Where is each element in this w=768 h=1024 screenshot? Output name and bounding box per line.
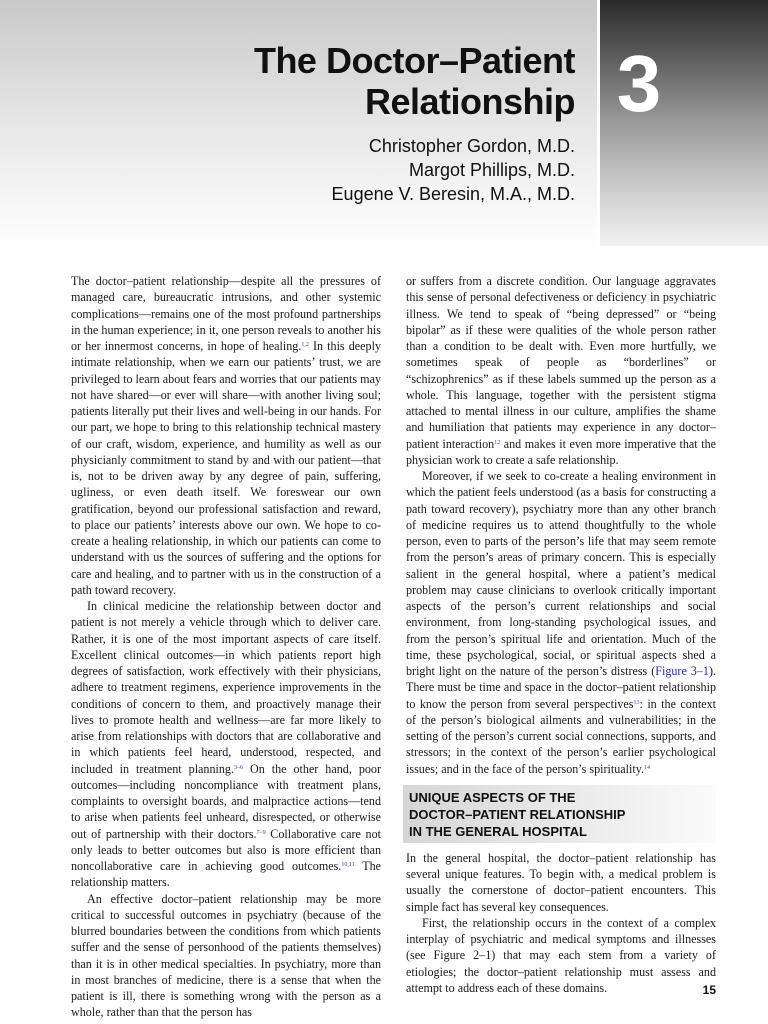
text-run: In clinical medicine the relationship between doctor and patient is not merely a vehicle through which to deliver care. Rather, it is one of the most important aspects of care itself. Excellent clinical outcomes—in which patients report high degrees of satisfaction, work effectively with their physicians, adhere to treatment regimens, experience improvements in the conditions of concern to them, and proactively manage their lives to promote health and wellness—are far more likely to arise from relationships with doctors that are collaborative and in which patients feel heard, understood, respected, and included in treatment planning. <box>71 599 381 776</box>
paragraph <box>71 273 381 598</box>
citation[interactable]: 1,2 <box>301 342 309 348</box>
text-run: The relationship matters. <box>71 859 382 890</box>
page-number: 15 <box>702 983 716 997</box>
left-text-column <box>71 273 381 1021</box>
paragraph <box>406 468 716 777</box>
citation[interactable]: 13 <box>633 699 640 706</box>
citation[interactable]: 3–6 <box>234 764 243 771</box>
chapter-title-line-1: The Doctor–Patient <box>253 40 575 81</box>
chapter-number: 3 <box>616 39 662 128</box>
text-run: The doctor–patient relationship—despite all the pressures of managed care, bureaucratic intrusions, and other systemic complications—remains one of the most profound partnerships in the human experience; in it, one person reveals to another his or her innermost concerns, in hope of healing. <box>71 274 381 353</box>
author-list <box>155 134 575 206</box>
paragraph: First, the relationship occurs in the context of a complex interplay of psychiatric and medical symptoms and illnesses (see Figure 2–1) that may each stem from a variety of etiologies; the doctor–patient relationship must assess and attempt to address each of these domains. <box>406 915 716 995</box>
citation[interactable]: 7–9 <box>256 829 266 836</box>
section-heading-line: IN THE GENERAL HOSPITAL <box>409 823 587 839</box>
text-run: or suffers from a discrete condition. Our language aggravates this sense of personal defectiveness or deficiency in psychiatric illness. We tend to speak of “being depressed” or “being bipolar” as if these were qualities of the whole person rather than a condition to be dealt with. Even more hurtfully, we sometimes speak of people as “borderlines” or “schizophrenics” as if these labels summed up the person as a whole. This language, together with the persistent stigma attached to mental illness in our culture, amplifies the shame and humiliation that patients may experience in any doctor–patient interaction <box>406 274 716 451</box>
paragraph: An effective doctor–patient relationship may be more critical to successful outcomes in psychiatry (because of the blurred boundaries between the conditions from which patients suffer and the sense of personhood of the patients themselves) than it is in other medical specialties. In psychiatry, more than in most branches of medicine, there is a sense that when the patient is ill, there is something wrong with the person as a whole, rather than that the person has <box>71 891 381 1020</box>
chapter-title-line-2: Relationship <box>364 81 575 122</box>
section-heading <box>403 785 716 843</box>
paragraph: In the general hospital, the doctor–patient relationship has several unique features. To begin with, a medical problem is usually the cornerstone of doctor–patient encounters. This simple fact has several key consequences. <box>406 850 716 914</box>
paragraph <box>406 273 716 468</box>
section-heading-line: DOCTOR–PATIENT RELATIONSHIP <box>409 806 626 822</box>
text-run: Moreover, if we seek to co-create a healing environment in which the patient feels understood (as a basis for constructing a path toward recovery), psychiatry more than any other branch of medicine requires us to attend thoughtfully to the whole person, even to parts of the person’s life that may seem remote from the person’s areas of primary concern. This is especially salient in the general hospital, where a patient’s medical problem may cause clinicians to overlook critically important aspects of the person’s current relationships and social environment, from long-standing psychological issues, and from the person’s spiritual life and orientation. Much of the time, these psychological, social, or spiritual aspects shed a bright light on the nature of the person’s distress ( <box>406 469 716 678</box>
citation[interactable]: 12 <box>494 439 501 446</box>
citation[interactable]: 10,11 <box>341 862 355 868</box>
text-run: On the other hand, poor outcomes—including noncompliance with treatment plans, complaints to oversight boards, and malpractice actions—tend to arise when patients feel unheard, disrespected, or otherwise out of partnership with their doctors. <box>71 761 381 841</box>
chapter-header-background <box>0 0 597 250</box>
author-3: Eugene V. Beresin, M.A., M.D. <box>331 184 575 204</box>
text-run: : in the context of the person’s biological ailments and vulnerabilities; in the setting of the person’s current social connections, supports, and stressors; in the context of the person’s earlier psychological issues; and in the face of the person’s spirituality. <box>406 696 716 776</box>
paragraph <box>71 598 381 891</box>
citation[interactable]: 14 <box>644 764 651 771</box>
right-text-column <box>406 273 716 996</box>
chapter-number-box <box>597 0 768 246</box>
chapter-title <box>155 40 575 122</box>
text-run: ). There must be time and space in the doctor–patient relationship to know the person from several perspectives <box>406 664 716 711</box>
text-run: In this deeply intimate relationship, when we earn our patients’ trust, we are privileged to learn about fears and worries that our patients may not have shared—or ever will share—with another living soul; patients literally put their lives and well-being in our hands. For our part, we hope to bring to this relationship technical mastery of our craft, wisdom, experience, and humility as well as our physicianly commitment to stand by and with our patient—that is, not to be driven away by any degree of pain, suffering, ugliness, or even death itself. We foreswear our own gratification, beyond our professional satisfaction and reward, to place our patients’ interests above our own. We hope to co-create a healing relationship, in which our patients can come to understand with us the sources of suffering and the options for care and healing, and to partner with us in the construction of a path toward recovery. <box>71 339 381 597</box>
author-1: Christopher Gordon, M.D. <box>368 136 575 156</box>
section-heading-line: UNIQUE ASPECTS OF THE <box>409 789 576 805</box>
figure-link[interactable]: Figure 3–1 <box>655 664 709 678</box>
author-2: Margot Phillips, M.D. <box>408 160 575 180</box>
text-run: and makes it even more imperative that the physician work to create a safe relationship. <box>406 436 716 467</box>
text-run: Collaborative care not only leads to better outcomes but also is more efficient than noncollaborative care in achieving good outcomes. <box>71 826 381 873</box>
